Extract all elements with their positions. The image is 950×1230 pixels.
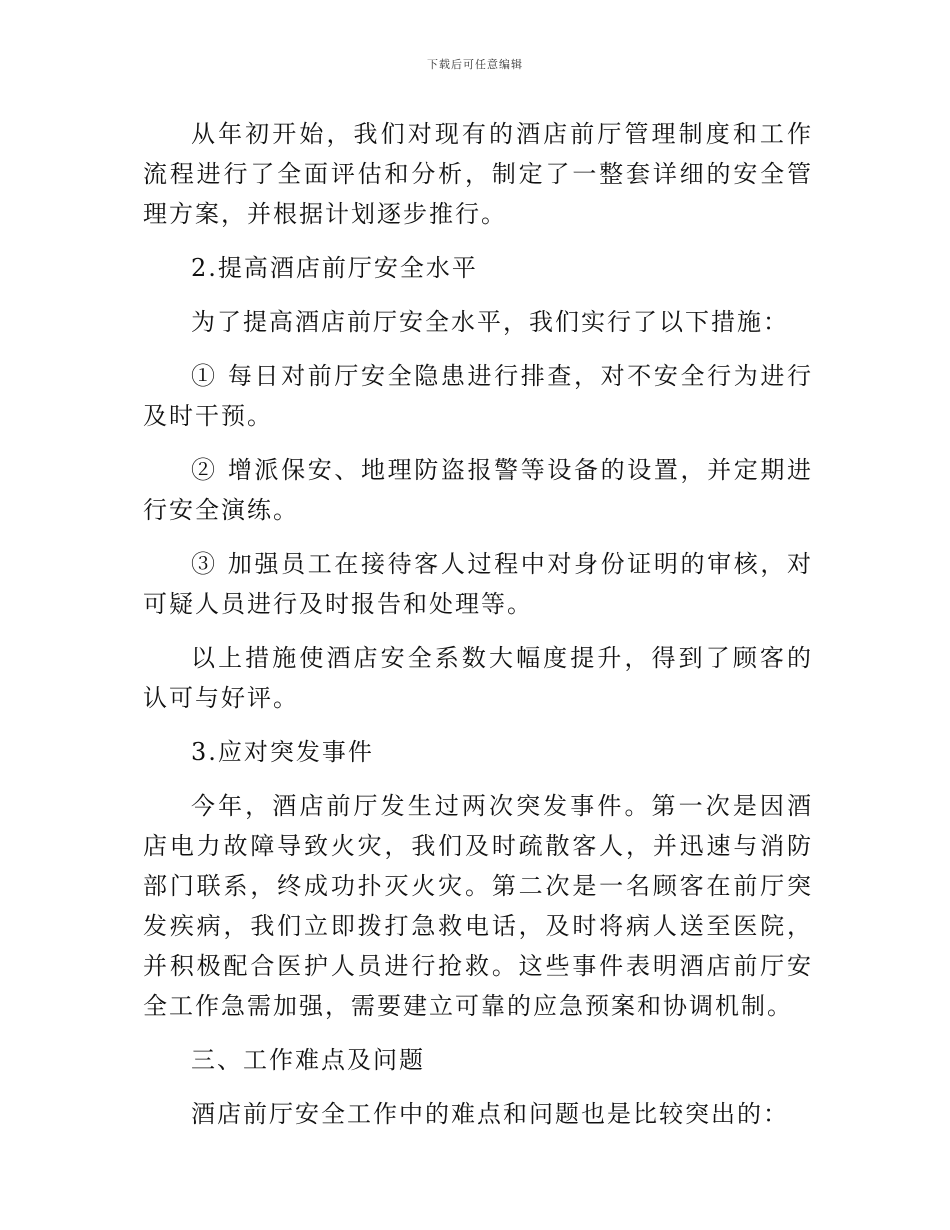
document-body <box>143 114 813 1148</box>
page-header: 下载后可任意编辑 <box>427 58 523 71</box>
paragraph-difficulties-intro: 酒店前厅安全工作中的难点和问题也是比较突出的： <box>191 1100 789 1128</box>
paragraph-result: 以上措施使酒店安全系数大幅度提升，得到了顾客的认可与好评。 <box>143 644 813 712</box>
section-heading-difficulties: 三、工作难点及问题 <box>191 1046 425 1074</box>
section-heading-3: 3.应对突发事件 <box>191 738 374 766</box>
list-item-measure-1: ① 每日对前厅安全隐患进行排查，对不安全行为进行及时干预。 <box>143 362 813 430</box>
list-item-measure-2: ② 增派保安、地理防盗报警等设备的设置，并定期进行安全演练。 <box>143 456 813 524</box>
list-item-measure-3: ③ 加强员工在接待客人过程中对身份证明的审核，对可疑人员进行及时报告和处理等。 <box>143 550 813 618</box>
paragraph-measures-intro: 为了提高酒店前厅安全水平，我们实行了以下措施： <box>191 308 789 336</box>
paragraph-emergencies: 今年，酒店前厅发生过两次突发事件。第一次是因酒店电力故障导致火灾，我们及时疏散客人，并迅速与消防部门联系，终成功扑灭火灾。第二次是一名顾客在前厅突发疾病，我们立即拨打急救电话，及时将病人送至医院，并积极配合医护人员进行抢救。这些事件表明酒店前厅安全工作急需加强，需要建立可靠的应急预案和协调机制。 <box>143 792 813 1020</box>
section-heading-2: 2.提高酒店前厅安全水平 <box>191 254 478 282</box>
paragraph-intro: 从年初开始，我们对现有的酒店前厅管理制度和工作流程进行了全面评估和分析，制定了一整套详细的安全管理方案，并根据计划逐步推行。 <box>143 120 813 228</box>
